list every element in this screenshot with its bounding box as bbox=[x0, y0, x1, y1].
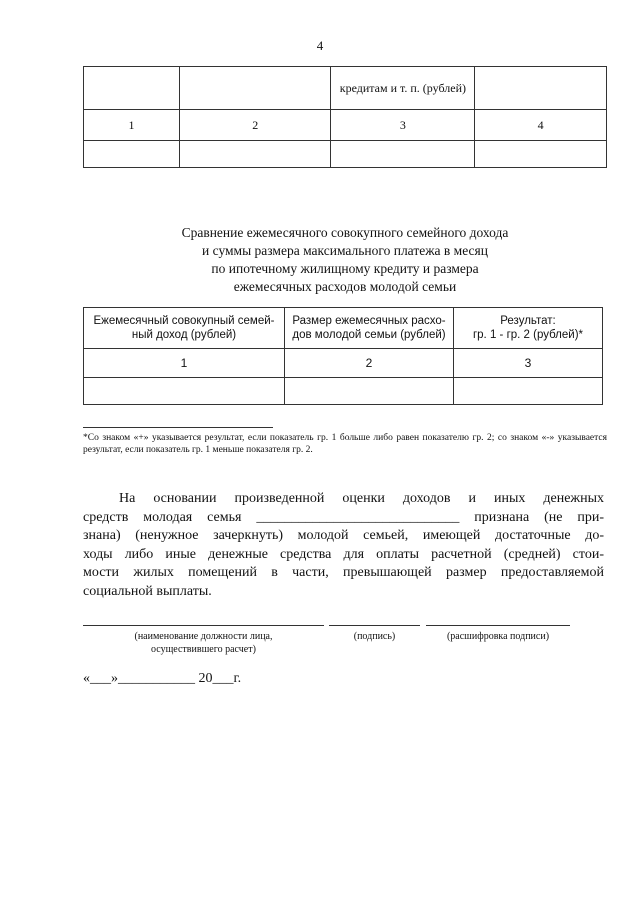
paragraph-line: средств молодая семья _____________________________ признана (не при- bbox=[83, 509, 604, 525]
header-line: гр. 1 - гр. 2 (рублей)* bbox=[472, 329, 584, 341]
assessment-paragraph bbox=[83, 490, 604, 601]
title-line: и суммы размера максимального платежа в месяц bbox=[202, 243, 488, 258]
header-income bbox=[84, 308, 285, 349]
empty-cell bbox=[331, 141, 475, 168]
position-label bbox=[83, 630, 324, 656]
signature-label: (подпись) bbox=[353, 631, 396, 642]
title-line: ежемесячных расходов молодой семьи bbox=[233, 279, 457, 294]
date-field: «___»___________ 20___г. bbox=[83, 671, 242, 686]
footnote-divider bbox=[83, 427, 273, 428]
column-number: 1 bbox=[84, 349, 285, 378]
header-line: Размер ежемесячных расхо- bbox=[292, 315, 446, 327]
decode-signature-line bbox=[426, 625, 570, 626]
table-row bbox=[84, 67, 607, 110]
header-line: дов молодой семьи (рублей) bbox=[292, 329, 446, 341]
position-signature-line bbox=[83, 625, 324, 626]
empty-cell bbox=[180, 141, 331, 168]
header-expenses bbox=[285, 308, 454, 349]
comparison-title bbox=[83, 224, 607, 296]
column-number: 4 bbox=[475, 110, 607, 141]
title-line: Сравнение ежемесячного совокупного семейного дохода bbox=[181, 225, 509, 240]
empty-cell bbox=[285, 378, 454, 405]
title-line: по ипотечному жилищному кредиту и размера bbox=[211, 261, 479, 276]
header-result bbox=[454, 308, 603, 349]
column-number: 3 bbox=[454, 349, 603, 378]
table-row bbox=[84, 349, 603, 378]
label-line: (наименование должности лица, bbox=[134, 631, 273, 642]
column-number: 1 bbox=[84, 110, 180, 141]
paragraph-text: На основании произведенной оценки доходов и иных денежных bbox=[119, 491, 604, 506]
empty-cell bbox=[84, 378, 285, 405]
paragraph-line: ходы либо иные денежные средства для оплаты расчетной (средней) стои- bbox=[83, 546, 604, 562]
comparison-table bbox=[83, 307, 603, 405]
empty-cell bbox=[84, 141, 180, 168]
header-line: Результат: bbox=[500, 315, 556, 327]
table-cell bbox=[180, 67, 331, 110]
table-cell bbox=[475, 67, 607, 110]
table-row bbox=[84, 141, 607, 168]
empty-cell bbox=[475, 141, 607, 168]
footnote: *Со знаком «+» указывается результат, если показатель гр. 1 больше либо равен показателю гр. 2; со знаком «-» указывается результат, если показатель гр. 1 меньше показателя гр. 2. bbox=[83, 433, 607, 455]
paragraph-line: мости жилых помещений в части, превышающей размер предоставляемой bbox=[83, 565, 604, 580]
paragraph-line bbox=[83, 490, 604, 509]
decode-label: (расшифровка подписи) bbox=[446, 631, 550, 642]
paragraph-line: социальной выплаты. bbox=[83, 583, 212, 599]
paragraph-line: знана) (ненужное зачеркнуть) молодой семьей, имеющей достаточные до- bbox=[83, 528, 604, 543]
table-header-row bbox=[84, 308, 603, 349]
table-cell bbox=[84, 67, 180, 110]
header-line: Ежемесячный совокупный семей- bbox=[93, 315, 275, 327]
page-number: 4 bbox=[316, 38, 324, 53]
signature-line bbox=[329, 625, 420, 626]
table-row bbox=[84, 378, 603, 405]
table-cell: кредитам и т. п. (рублей) bbox=[331, 67, 475, 110]
table-row bbox=[84, 110, 607, 141]
column-number: 2 bbox=[285, 349, 454, 378]
empty-cell bbox=[454, 378, 603, 405]
column-number: 3 bbox=[331, 110, 475, 141]
top-table bbox=[83, 66, 607, 168]
column-number: 2 bbox=[180, 110, 331, 141]
label-line: осуществившего расчет) bbox=[151, 644, 256, 655]
header-line: ный доход (рублей) bbox=[131, 329, 237, 341]
